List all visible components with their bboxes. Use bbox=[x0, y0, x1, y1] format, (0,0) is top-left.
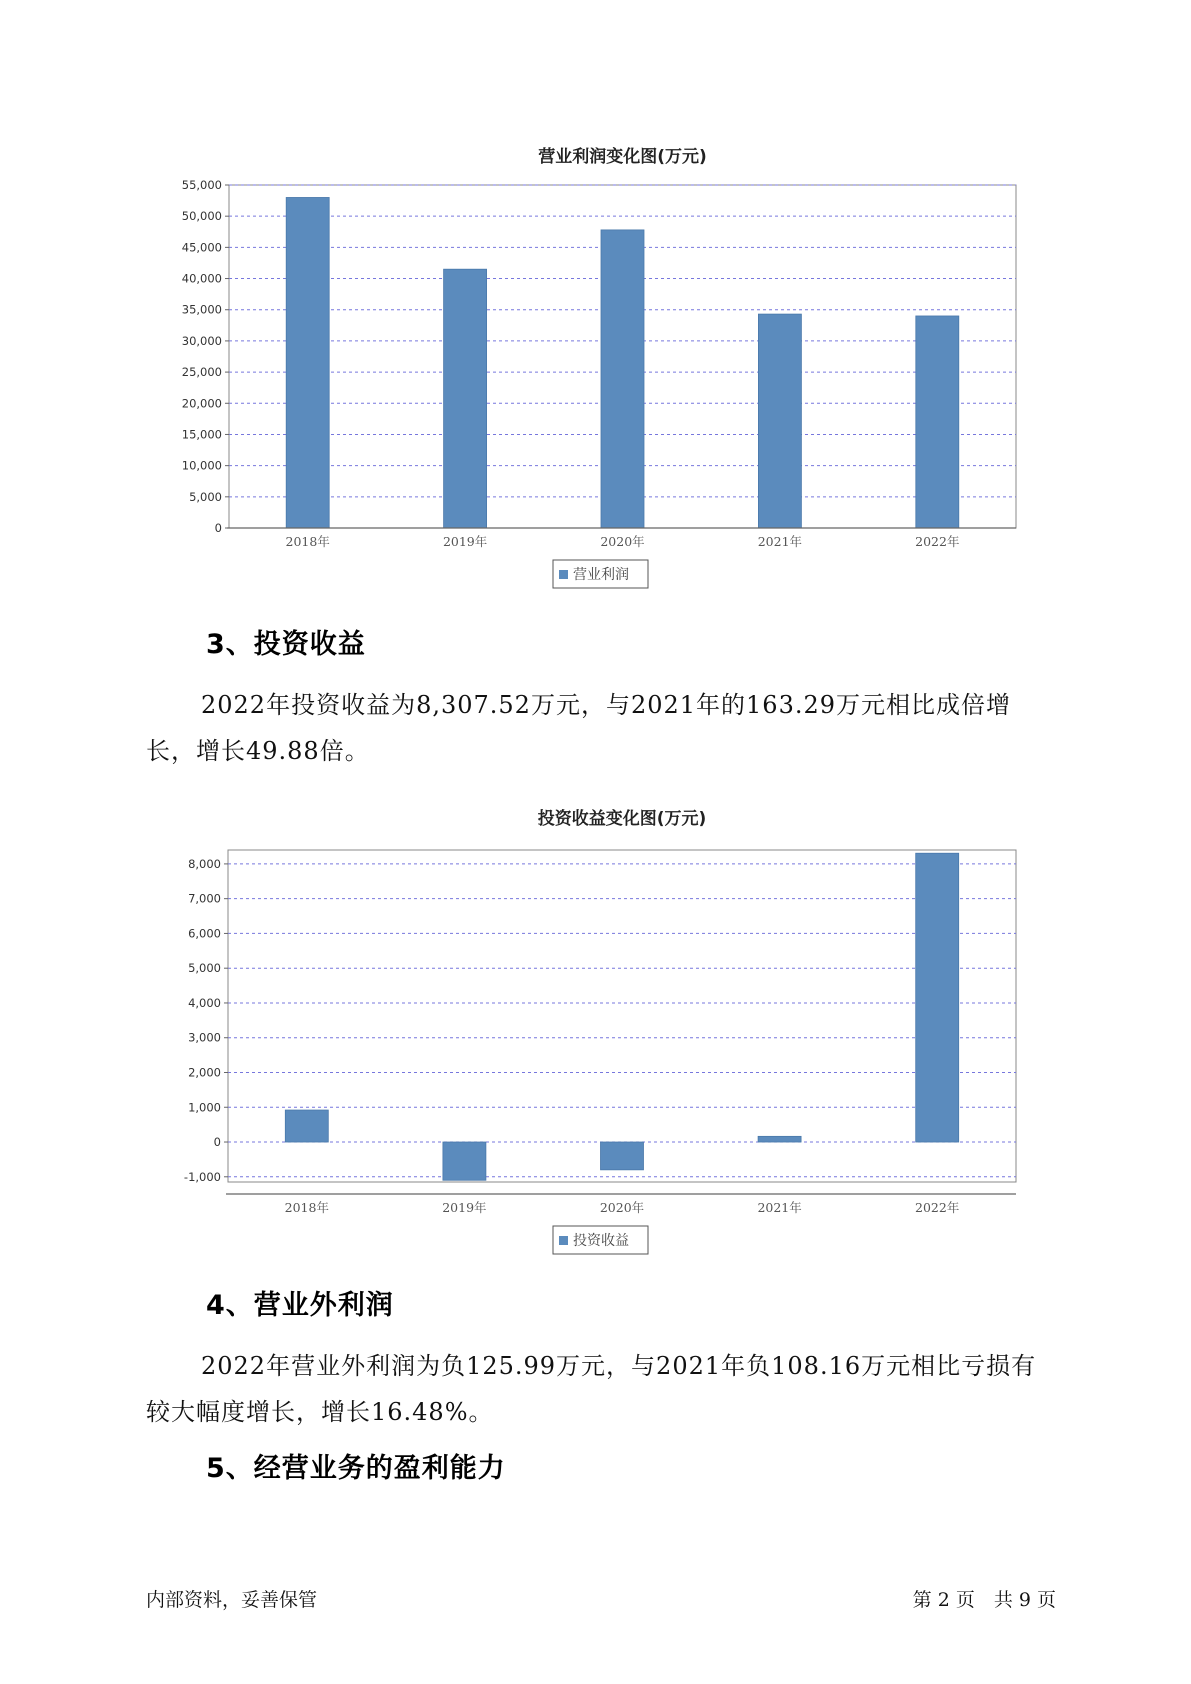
paragraph-investment-income: 2022年投资收益为8,307.52万元，与2021年的163.29万元相比成倍增长，增长49.88倍。 bbox=[146, 691, 1012, 765]
x-tick-label: 2022年 bbox=[915, 1200, 960, 1215]
y-tick-label: 10,000 bbox=[181, 458, 222, 473]
y-tick-label: 1,000 bbox=[188, 1100, 221, 1115]
y-tick-label: 40,000 bbox=[181, 271, 222, 286]
y-tick-label: 3,000 bbox=[188, 1030, 221, 1045]
bar-2018年 bbox=[285, 1110, 328, 1142]
x-tick-label: 2018年 bbox=[284, 1200, 329, 1215]
x-tick-label: 2022年 bbox=[915, 534, 960, 549]
x-tick-label: 2021年 bbox=[757, 534, 803, 549]
paragraph-non-operating-profit: 2022年营业外利润为负125.99万元，与2021年负108.16万元相比亏损有较大幅度增长，增长16.48%。 bbox=[146, 1352, 1037, 1426]
y-tick-label: 15,000 bbox=[181, 427, 222, 442]
y-tick-label: 30,000 bbox=[181, 333, 222, 348]
section-heading-non-operating-profit: 4、营业外利润 bbox=[206, 1290, 394, 1321]
plot-area bbox=[228, 850, 1016, 1182]
bar-2019年 bbox=[443, 1142, 486, 1180]
y-tick-label: 8,000 bbox=[188, 856, 221, 871]
x-tick-label: 2020年 bbox=[599, 1200, 645, 1215]
legend-label: 投资收益 bbox=[573, 1233, 629, 1249]
y-tick-label: 6,000 bbox=[188, 926, 221, 941]
legend-label: 营业利润 bbox=[573, 567, 629, 583]
x-tick-label: 2018年 bbox=[285, 534, 330, 549]
chart-title: 投资收益变化图(万元) bbox=[537, 809, 707, 829]
y-tick-label: 55,000 bbox=[181, 178, 222, 192]
bar-2021年 bbox=[758, 1136, 801, 1142]
x-tick-label: 2019年 bbox=[442, 534, 488, 549]
y-tick-label: 0 bbox=[213, 1135, 221, 1150]
y-tick-label: 0 bbox=[214, 521, 222, 535]
footer-page-number: 第 2 页 共 9 页 bbox=[912, 1589, 1056, 1611]
bar-2020年 bbox=[601, 1142, 644, 1170]
x-tick-label: 2019年 bbox=[442, 1200, 487, 1215]
y-tick-label: 5,000 bbox=[189, 489, 222, 504]
x-tick-label: 2021年 bbox=[757, 1200, 802, 1215]
y-tick-label: 2,000 bbox=[188, 1065, 221, 1080]
footer-confidential-note: 内部资料，妥善保管 bbox=[146, 1589, 318, 1611]
x-tick-label: 2020年 bbox=[600, 534, 645, 549]
chart-title: 营业利润变化图(万元) bbox=[538, 147, 707, 167]
section-heading-business-profitability: 5、经营业务的盈利能力 bbox=[206, 1453, 506, 1484]
y-tick-label: 4,000 bbox=[188, 995, 221, 1010]
y-tick-label: 35,000 bbox=[181, 302, 222, 317]
legend-swatch bbox=[559, 1236, 568, 1245]
y-tick-label: 7,000 bbox=[188, 891, 221, 906]
y-tick-label: 25,000 bbox=[181, 365, 222, 380]
section-heading-investment-income: 3、投资收益 bbox=[206, 629, 366, 660]
y-tick-label: -1,000 bbox=[183, 1169, 221, 1184]
y-tick-label: 45,000 bbox=[181, 240, 222, 255]
y-tick-label: 20,000 bbox=[181, 396, 222, 411]
y-tick-label: 5,000 bbox=[188, 961, 221, 976]
y-tick-label: 50,000 bbox=[181, 209, 222, 224]
bar-2022年 bbox=[916, 853, 959, 1142]
